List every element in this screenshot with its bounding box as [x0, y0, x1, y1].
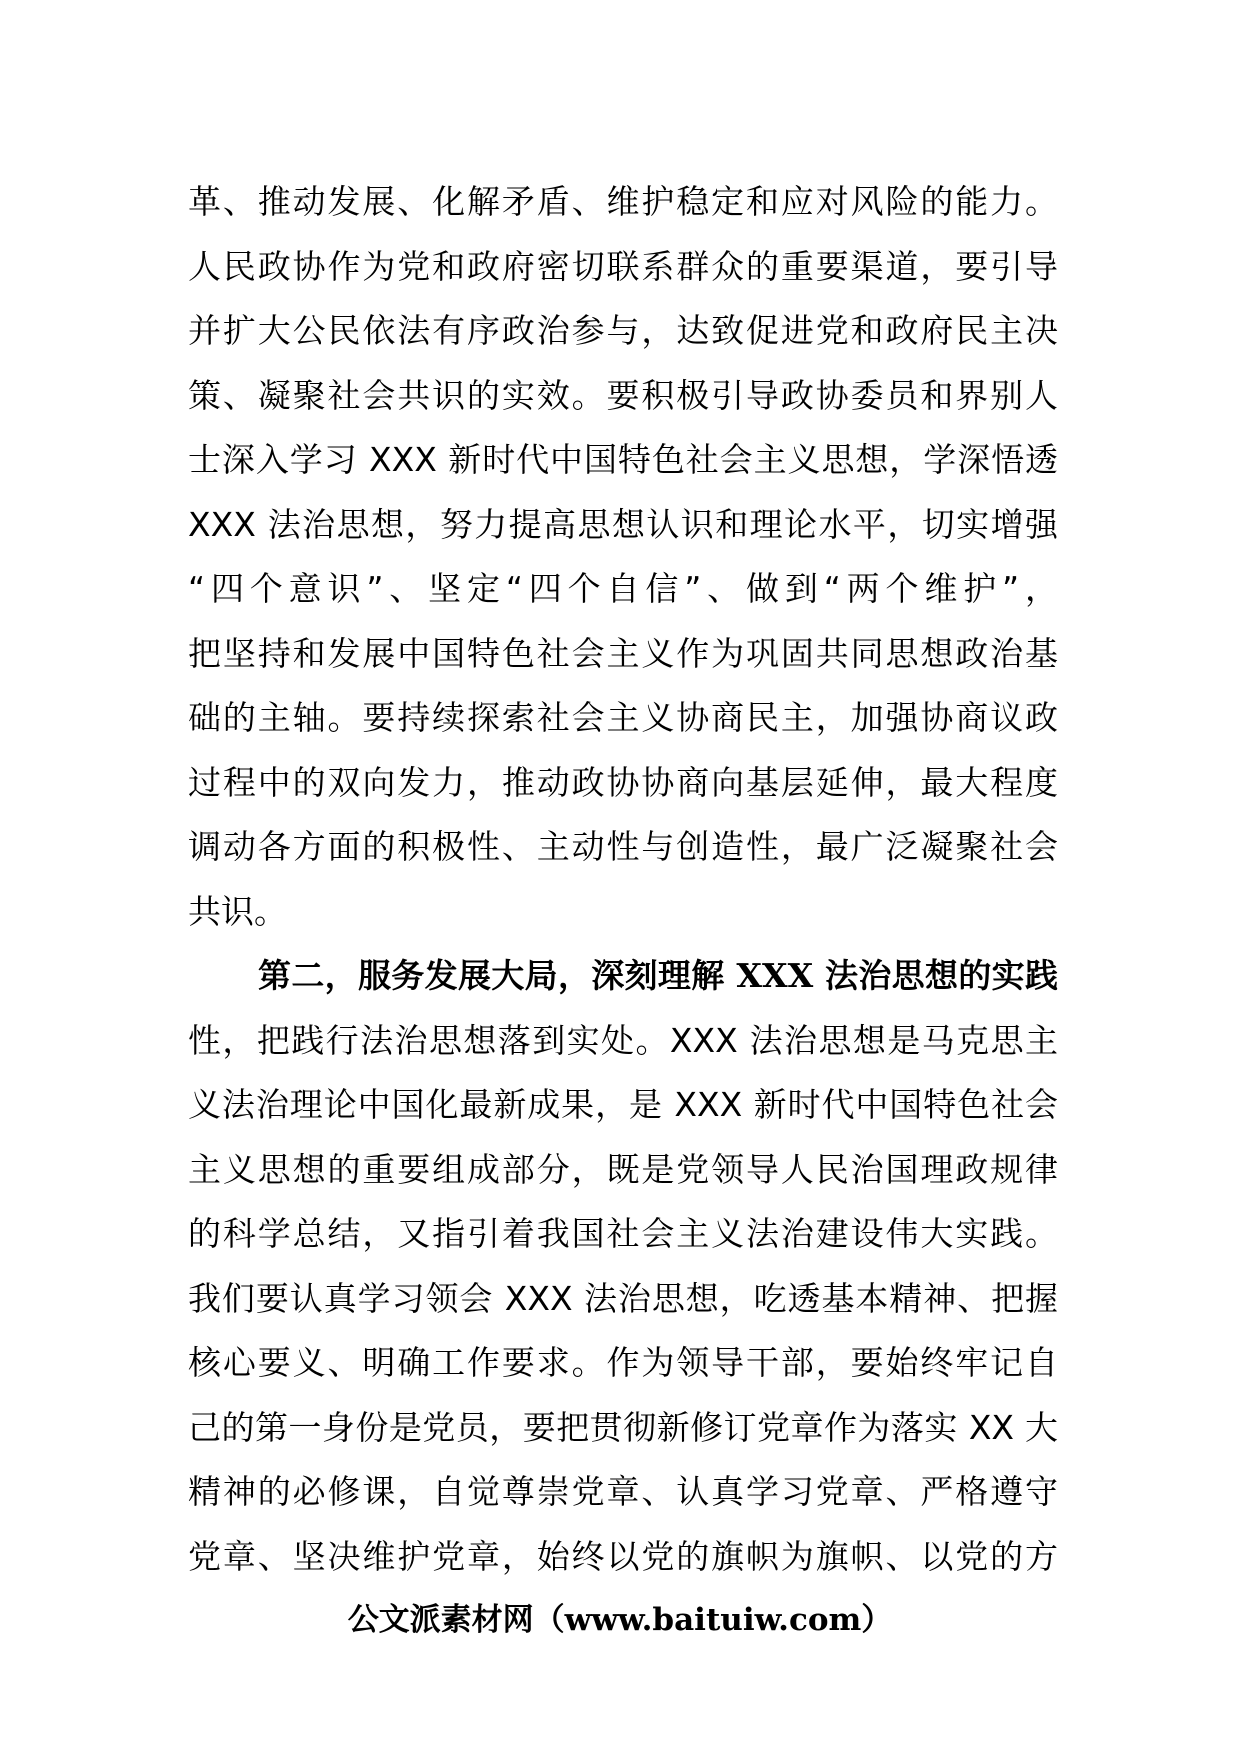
text-line: 核心要义、明确工作要求。作为领导干部，要始终牢记自 — [188, 1343, 1058, 1382]
section-heading-line: 第二，服务发展大局，深刻理解 XXX 法治思想的实践 — [258, 956, 1058, 995]
text-line: 把坚持和发展中国特色社会主义作为巩固共同思想政治基 — [188, 633, 1058, 673]
text-line: 士深入学习 XXX 新时代中国特色社会主义思想，学深悟透 — [188, 440, 1058, 479]
text-line: 础的主轴。要持续探索社会主义协商民主，加强协商议政 — [188, 698, 1058, 737]
site-footer: 公文派素材网（www.baituiw.com） — [347, 1602, 893, 1638]
text-line: 革、推动发展、化解矛盾、维护稳定和应对风险的能力。 — [188, 182, 1058, 221]
text-line: “四个意识”、坚定“四个自信”、做到“两个维护”， — [188, 569, 1058, 608]
text-line: 精神的必修课，自觉尊崇党章、认真学习党章、严格遵守 — [188, 1472, 1058, 1511]
text-line: 我们要认真学习领会 XXX 法治思想，吃透基本精神、把握 — [188, 1278, 1058, 1318]
text-line: 性，把践行法治思想落到实处。XXX 法治思想是马克思主 — [188, 1020, 1058, 1060]
text-line: XXX 法治思想，努力提高思想认识和理论水平，切实增强 — [188, 504, 1058, 544]
text-line: 过程中的双向发力，推动政协协商向基层延伸，最大程度 — [188, 762, 1058, 802]
text-line: 人民政协作为党和政府密切联系群众的重要渠道，要引导 — [188, 246, 1058, 286]
text-line: 策、凝聚社会共识的实效。要积极引导政协委员和界别人 — [188, 375, 1058, 415]
text-line: 己的第一身份是党员，要把贯彻新修订党章作为落实 XX 大 — [188, 1407, 1058, 1447]
text-line: 主义思想的重要组成部分，既是党领导人民治国理政规律 — [188, 1149, 1058, 1189]
text-line: 义法治理论中国化最新成果，是 XXX 新时代中国特色社会 — [188, 1085, 1058, 1124]
text-line: 调动各方面的积极性、主动性与创造性，最广泛凝聚社会 — [188, 827, 1058, 866]
document-body — [188, 170, 1058, 1589]
paragraph-end-line: 共识。 — [188, 891, 287, 931]
text-line: 的科学总结，又指引着我国社会主义法治建设伟大实践。 — [188, 1214, 1058, 1253]
text-line: 并扩大公民依法有序政治参与，达致促进党和政府民主决 — [188, 311, 1058, 350]
text-line: 党章、坚决维护党章，始终以党的旗帜为旗帜、以党的方 — [188, 1536, 1058, 1576]
